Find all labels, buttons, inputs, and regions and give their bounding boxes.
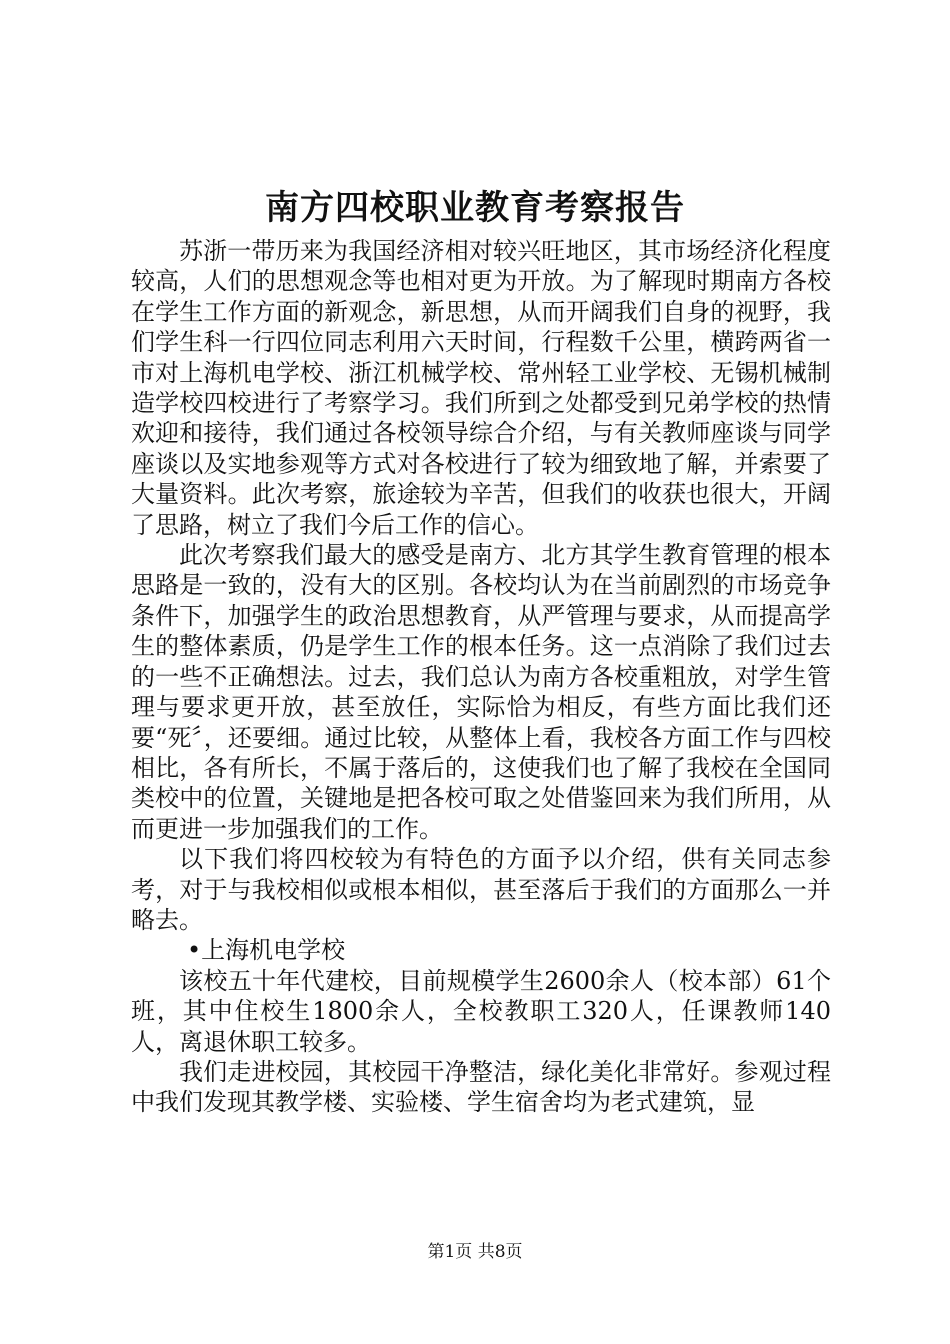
paragraph: 苏浙一带历来为我国经济相对较兴旺地区，其市场经济化程度较高，人们的思想观念等也相对更为开放。为了解现时期南方各校在学生工作方面的新观念，新思想，从而开阔我们自身的视野，我们学生科一行四位同志利用六天时间，行程数千公里，横跨两省一市对上海机电学校、浙江机械学校、常州轻工业学校、无锡机械制造学校四校进行了考察学习。我们所到之处都受到兄弟学校的热情欢迎和接待，我们通过各校领导综合介绍，与有关教师座谈与同学座谈以及实地参观等方式对各校进行了较为细致地了解，并索要了大量资料。此次考察，旅途较为辛苦，但我们的收获也很大，开阔了思路，树立了我们今后工作的信心。 — [131, 237, 831, 539]
paragraph: 以下我们将四校较为有特色的方面予以介绍，供有关同志参考，对于与我校相似或根本相似，甚至落后于我们的方面那么一并略去。 — [131, 845, 831, 934]
document-title: 南方四校职业教育考察报告 — [265, 188, 685, 228]
page-number-footer: 第1页 共8页 — [427, 1242, 523, 1262]
section-heading: •上海机电学校 — [187, 936, 346, 965]
paragraph: 此次考察我们最大的感受是南方、北方其学生教育管理的根本思路是一致的，没有大的区别。各校均认为在当前剧烈的市场竞争条件下，加强学生的政治思想教育，从严管理与要求，从而提高学生的整体素质，仍是学生工作的根本任务。这一点消除了我们过去的一些不正确想法。过去，我们总认为南方各校重粗放，对学生管理与要求更开放，甚至放任，实际恰为相反，有些方面比我们还要“死〞，还要细。通过比较，从整体上看，我校各方面工作与四校相比，各有所长，不属于落后的，这使我们也了解了我校在全国同类校中的位置，关键地是把各校可取之处借鉴回来为我们所用，从而更进一步加强我们的工作。 — [131, 541, 831, 843]
paragraph: 我们走进校园，其校园干净整洁，绿化美化非常好。参观过程中我们发现其教学楼、实验楼、学生宿舍均为老式建筑，显 — [131, 1057, 831, 1117]
document-body — [131, 236, 831, 1118]
paragraph: 该校五十年代建校，目前规模学生2600余人（校本部）61个班，其中住校生1800余人，全校教职工320人，任课教师140人，离退休职工较多。 — [131, 966, 831, 1056]
